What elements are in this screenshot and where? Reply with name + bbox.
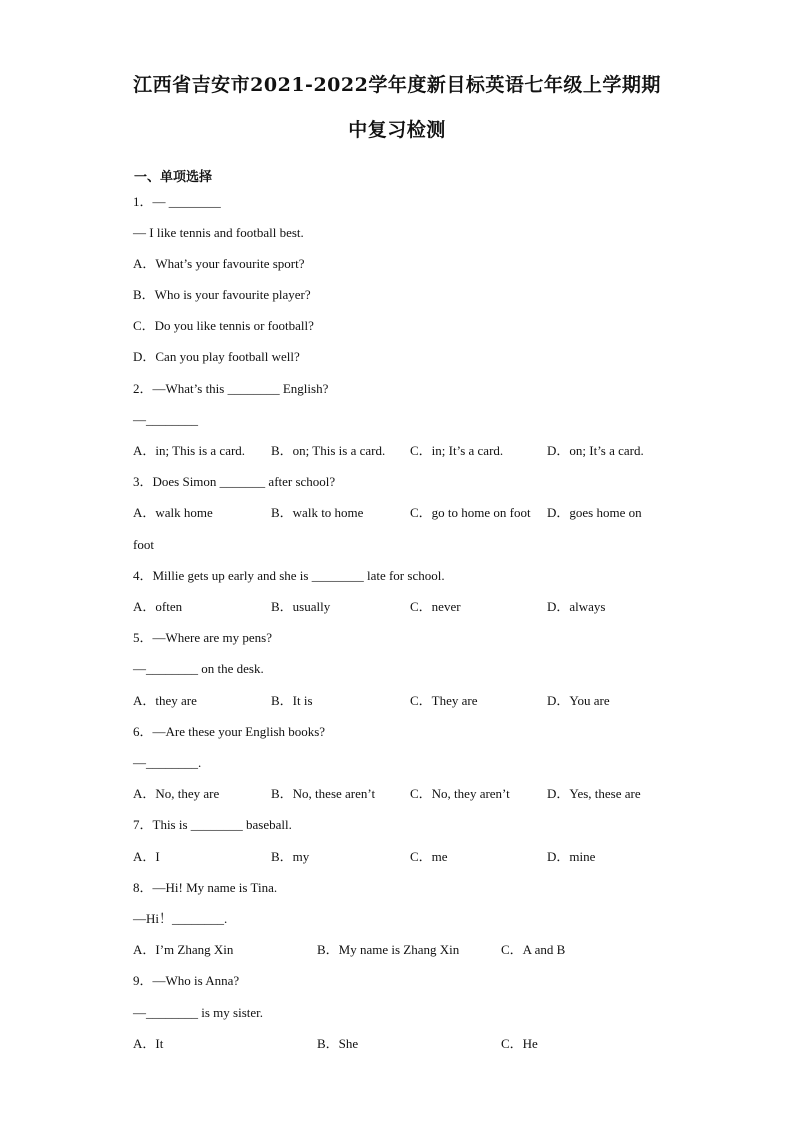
question-3-option-c: C．go to home on foot: [410, 505, 531, 520]
question-7-stem: 7．This is ________ baseball.: [133, 817, 292, 832]
question-2-option-b: B．on; This is a card.: [271, 443, 386, 458]
question-9-option-c: C．He: [501, 1036, 538, 1051]
question-5-stem: 5．—Where are my pens?: [133, 630, 272, 645]
question-9-stem: 9．—Who is Anna?: [133, 973, 240, 988]
document-title-line-1: 江西省吉安市2021-2022学年度新目标英语七年级上学期期: [133, 74, 661, 96]
question-4-option-a: A．often: [133, 599, 183, 614]
question-4-option-b: B．usually: [271, 599, 331, 614]
question-5-option-d: D．You are: [547, 693, 610, 708]
question-1-stem: 1．— ________: [133, 194, 221, 209]
question-8-option-a: A．I’m Zhang Xin: [133, 942, 234, 957]
question-3-stem: 3．Does Simon _______ after school?: [133, 474, 336, 489]
question-5-option-a: A．they are: [133, 693, 197, 708]
question-6-option-d: D．Yes, these are: [547, 786, 641, 801]
question-1-option-d: D．Can you play football well?: [133, 349, 300, 364]
question-2-option-d: D．on; It’s a card.: [547, 443, 644, 458]
question-2-reply: —________: [133, 412, 198, 427]
question-8-option-c: C．A and B: [501, 942, 566, 957]
question-7-option-d: D．mine: [547, 849, 596, 864]
document-title-line-2: 中复习检测: [348, 119, 446, 141]
question-3-option-a: A．walk home: [133, 505, 213, 520]
question-2-option-c: C．in; It’s a card.: [410, 443, 504, 458]
question-6-reply: —________.: [133, 755, 202, 770]
question-8-option-b: B．My name is Zhang Xin: [317, 942, 460, 957]
question-5-option-b: B．It is: [271, 693, 313, 708]
question-2-option-a: A．in; This is a card.: [133, 443, 246, 458]
question-7-option-a: A．I: [133, 849, 160, 864]
question-3-option-b: B．walk to home: [271, 505, 364, 520]
question-7-option-c: C．me: [410, 849, 448, 864]
question-1-option-c: C．Do you like tennis or football?: [133, 318, 314, 333]
question-9-option-a: A．It: [133, 1036, 164, 1051]
question-6-stem: 6．—Are these your English books?: [133, 724, 326, 739]
question-7-option-b: B．my: [271, 849, 310, 864]
question-1-reply: — I like tennis and football best.: [133, 225, 304, 240]
question-9-option-b: B．She: [317, 1036, 359, 1051]
question-4-option-c: C．never: [410, 599, 461, 614]
question-4-option-d: D．always: [547, 599, 606, 614]
question-3-option-d: D．goes home on: [547, 505, 642, 520]
question-9-reply: —________ is my sister.: [133, 1005, 264, 1020]
question-1-option-a: A．What’s your favourite sport?: [133, 256, 305, 271]
question-6-option-a: A．No, they are: [133, 786, 220, 801]
question-1-option-b: B．Who is your favourite player?: [133, 287, 311, 302]
question-2-stem: 2．—What’s this ________ English?: [133, 381, 329, 396]
question-6-option-c: C．No, they aren’t: [410, 786, 510, 801]
question-8-reply: —Hi！________.: [133, 911, 228, 926]
question-4-stem: 4．Millie gets up early and she is ________ late for school.: [133, 568, 445, 583]
question-8-stem: 8．—Hi! My name is Tina.: [133, 880, 278, 895]
question-6-option-b: B．No, these aren’t: [271, 786, 376, 801]
question-3-option-d-continued: foot: [133, 537, 154, 552]
question-5-reply: —________ on the desk.: [133, 661, 264, 676]
question-5-option-c: C．They are: [410, 693, 478, 708]
section-heading: 一、单项选择: [134, 170, 213, 185]
